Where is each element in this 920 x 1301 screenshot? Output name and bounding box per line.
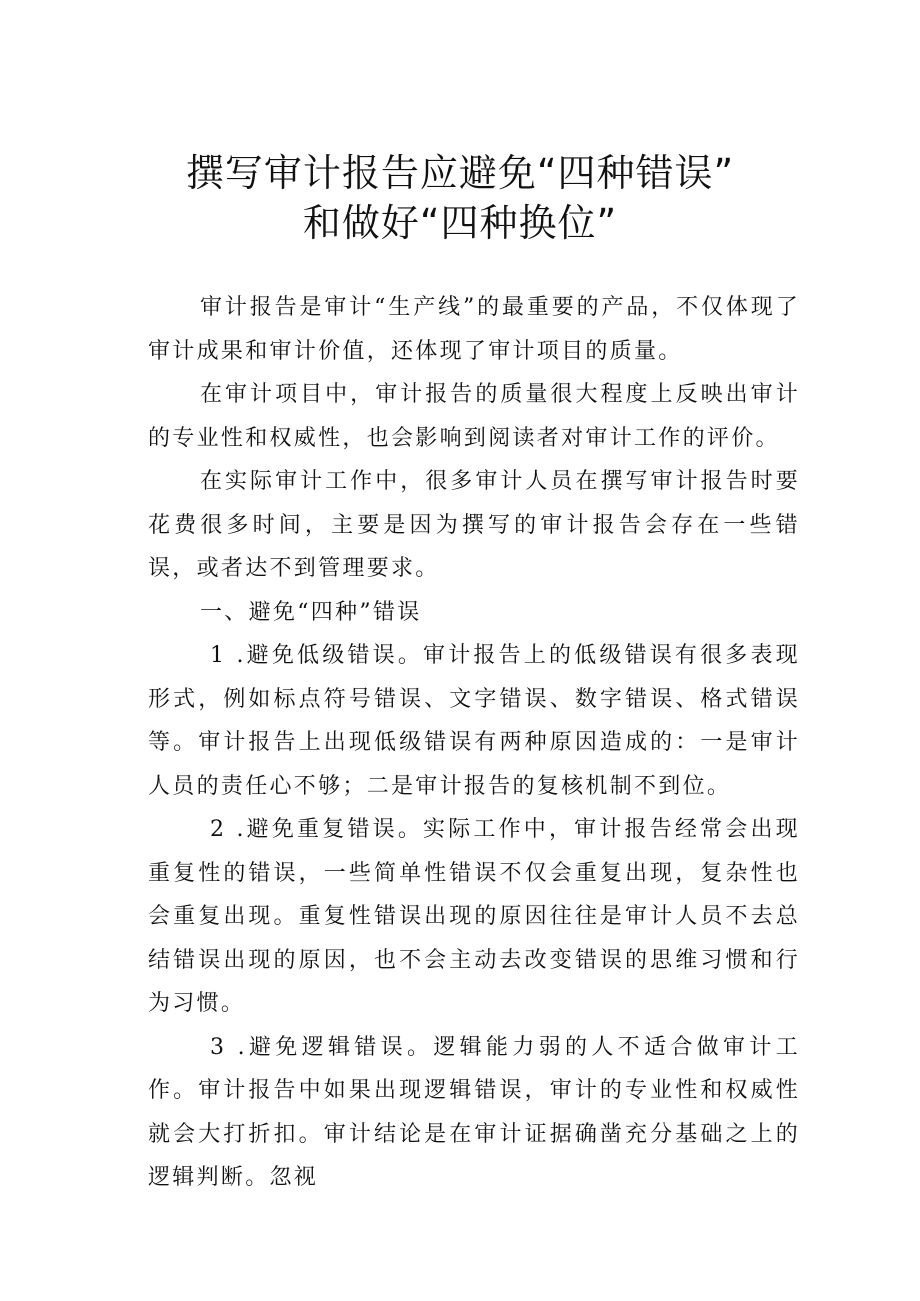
paragraph-intro-2: 在审计项目中，审计报告的质量很大程度上反映出审计的专业性和权威性，也会影响到阅读者对审计工作的评价。: [148, 382, 800, 451]
list-item-2: 2 .避免重复错误。实际工作中，审计报告经常会出现重复性的错误，一些简单性错误不仅会重复出现，复杂性也会重复出现。重复性错误出现的原因往往是审计人员不去总结错误出现的原因，也不会主动去改变错误的思维习惯和行为习惯。: [148, 817, 800, 1016]
section-heading: 一、避免“四种”错误: [200, 599, 422, 625]
title-line-1: 撰写审计报告应避免“四种错误”: [185, 151, 735, 195]
paragraph-intro-3: 在实际审计工作中，很多审计人员在撰写审计报告时要花费很多时间，主要是因为撰写的审计报告会存在一些错误，或者达不到管理要求。: [148, 469, 800, 581]
list-item-1: 1 .避免低级错误。审计报告上的低级错误有很多表现形式，例如标点符号错误、文字错误、数字错误、格式错误等。审计报告上出现低级错误有两种原因造成的：一是审计人员的责任心不够；二是审计报告的复核机制不到位。: [148, 643, 800, 799]
list-item-3: 3 .避免逻辑错误。逻辑能力弱的人不适合做审计工作。审计报告中如果出现逻辑错误，审计的专业性和权威性就会大打折扣。审计结论是在审计证据确凿充分基础之上的逻辑判断。忽视: [148, 1034, 800, 1190]
document-body: [148, 286, 800, 1200]
paragraph-intro-1: 审计报告是审计“生产线”的最重要的产品，不仅体现了审计成果和审计价值，还体现了审计项目的质量。: [148, 295, 800, 364]
title-line-2: 和做好“四种换位”: [302, 201, 618, 245]
document-title: [0, 148, 920, 248]
